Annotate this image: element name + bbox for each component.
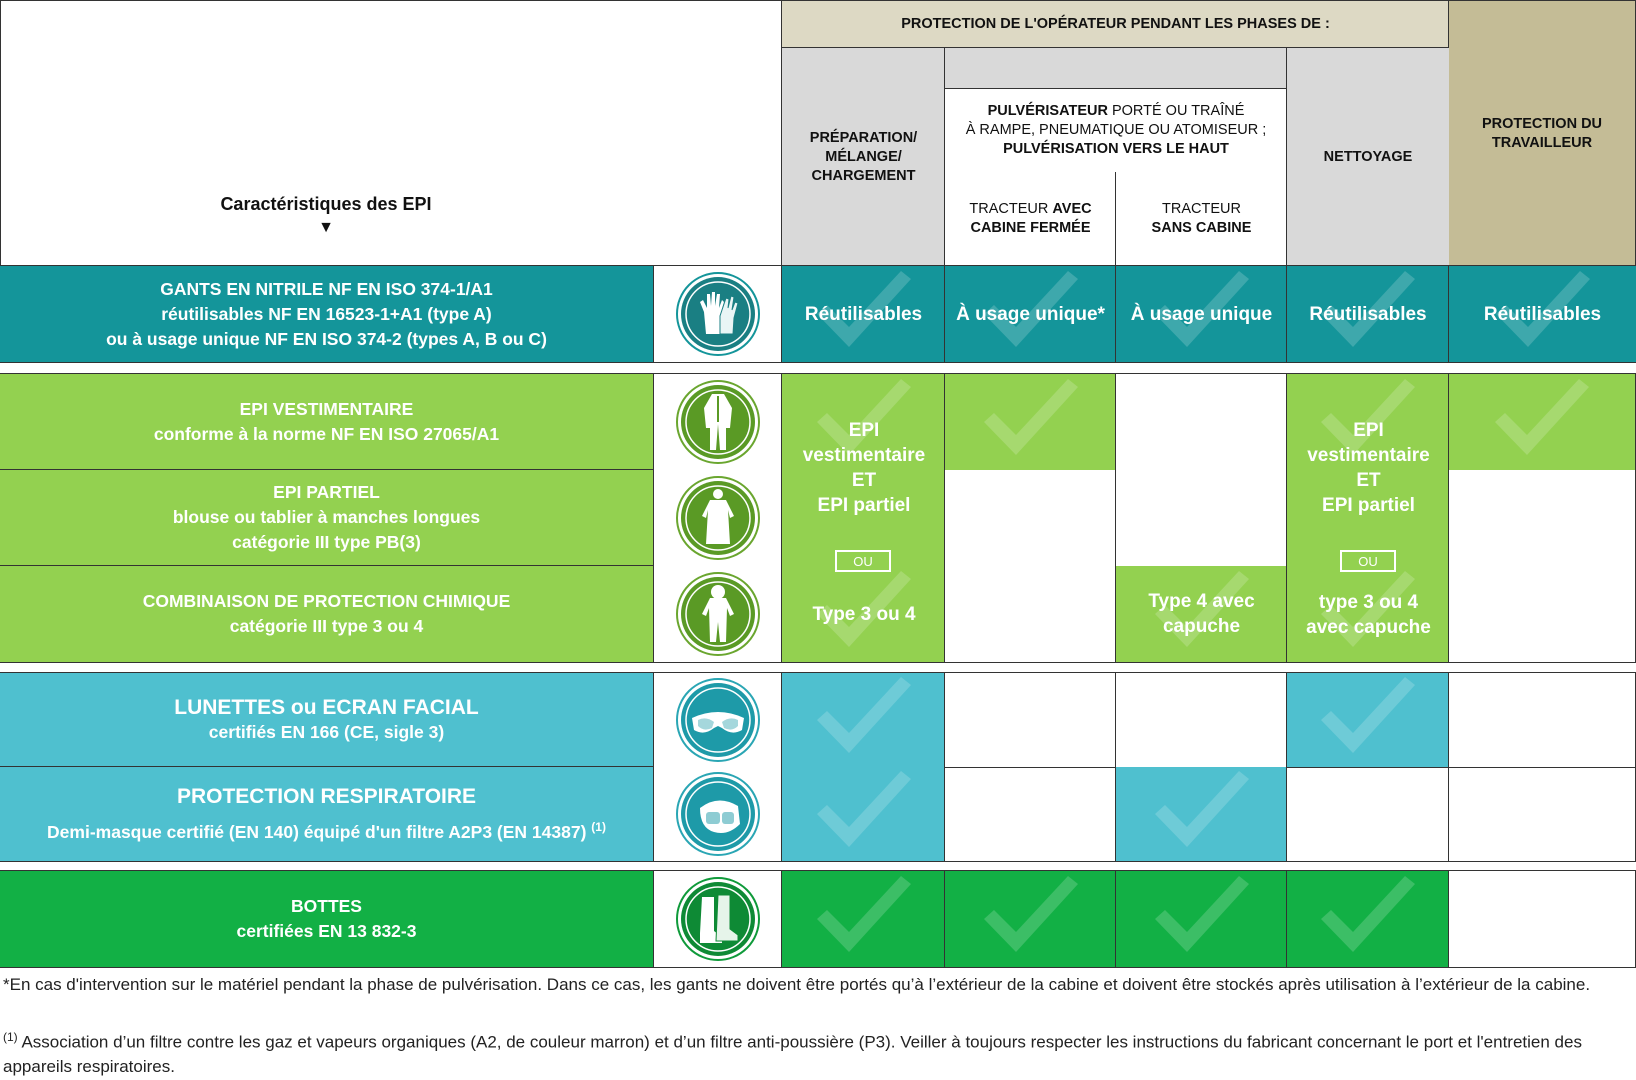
check-watermark-icon bbox=[976, 377, 1086, 467]
clothing-line2: conforme à la norme NF EN ISO 27065/A1 bbox=[153, 423, 500, 444]
partial-line3: catégorie III type PB(3) bbox=[232, 532, 421, 552]
clothing-title: EPI VESTIMENTAIRE bbox=[239, 398, 414, 419]
header-corner bbox=[0, 0, 782, 266]
chem-open-line: Type 4 avec bbox=[1148, 591, 1255, 612]
check-watermark-icon bbox=[1147, 874, 1257, 964]
preparation-header bbox=[781, 47, 945, 266]
boots-clean-cell bbox=[1286, 871, 1449, 967]
boots-open-cell bbox=[1115, 871, 1287, 967]
respiratory-prep-cell bbox=[781, 767, 945, 861]
boots-title: BOTTES bbox=[291, 896, 362, 916]
operator-phases-header: PROTECTION DE L'OPÉRATEUR PENDANT LES PHASES DE : bbox=[781, 0, 1449, 48]
check-watermark-icon bbox=[1147, 769, 1257, 859]
prep-merged-line: ET bbox=[851, 470, 877, 491]
spray-header bbox=[944, 88, 1287, 172]
prep-merged-text bbox=[782, 418, 945, 518]
gloves-clean-value: Réutilisables bbox=[1309, 303, 1427, 325]
footnote-ref: (1) bbox=[591, 819, 606, 834]
half-mask-icon bbox=[676, 772, 760, 856]
prep-header-line: PRÉPARATION/ bbox=[809, 129, 918, 146]
footnote-one bbox=[3, 1025, 1631, 1079]
worker-header-line: TRAVAILLEUR bbox=[1491, 134, 1593, 151]
respiratory-clean-cell bbox=[1286, 767, 1449, 861]
respiratory-closed-cell bbox=[944, 767, 1116, 861]
check-watermark-icon bbox=[976, 874, 1086, 964]
worker-protection-header bbox=[1448, 0, 1636, 266]
apron-icon bbox=[676, 476, 760, 560]
coverall-icon bbox=[676, 380, 760, 464]
check-watermark-icon bbox=[809, 874, 919, 964]
check-watermark-icon bbox=[809, 769, 919, 859]
footnote-one-text: Association d’un filtre contre les gaz et vapeurs organiques (A2, de couleur marron) et d’un filtre anti-poussière (P3). Veiller à toujours respecter les instructions du fabricant concernant le port et l'entretien des appareils respiratoires. bbox=[3, 1032, 1582, 1076]
partial-worker-cell bbox=[1448, 470, 1636, 567]
clothing-clean-merged bbox=[1286, 374, 1449, 662]
clothing-group bbox=[0, 373, 1636, 663]
boots-prep-cell bbox=[781, 871, 945, 967]
gloves-prep-value: Réutilisables bbox=[804, 303, 923, 325]
chemical-line2: catégorie III type 3 ou 4 bbox=[229, 616, 424, 636]
chem-clean-line: type 3 ou 4 bbox=[1318, 592, 1419, 613]
worker-header-line: PROTECTION DU bbox=[1481, 115, 1603, 132]
boots-closed-cell bbox=[944, 871, 1116, 967]
clothing-prep-merged bbox=[781, 374, 945, 662]
partial-title: EPI PARTIEL bbox=[273, 482, 380, 502]
down-arrow-icon: ▼ bbox=[318, 219, 334, 236]
chemical-closed-cell bbox=[944, 566, 1116, 662]
gloves-worker-value: Réutilisables bbox=[1483, 303, 1602, 325]
gloves-title: GANTS EN NITRILE NF EN ISO 374-1/A1 bbox=[160, 278, 493, 299]
boots-icon-cell bbox=[653, 871, 782, 967]
half-mask-icon-cell bbox=[653, 767, 782, 861]
gloves-closed-value: À usage unique* bbox=[956, 303, 1105, 325]
clothing-label bbox=[0, 374, 653, 470]
coverall-icon-cell bbox=[653, 374, 782, 471]
face-protection-group bbox=[0, 672, 1636, 862]
prep-merged-line: EPI partiel bbox=[817, 495, 911, 516]
goggles-label bbox=[0, 673, 653, 767]
boots-icon bbox=[676, 877, 760, 961]
gloves-open-cell bbox=[1115, 266, 1287, 362]
chem-clean-line: avec capuche bbox=[1306, 617, 1431, 638]
hooded-suit-icon-cell bbox=[653, 566, 782, 662]
gloves-icon bbox=[676, 272, 760, 356]
check-watermark-icon bbox=[1313, 675, 1423, 765]
or-badge: OU bbox=[1340, 550, 1396, 572]
closed-cab-line1: TRACTEUR AVEC bbox=[969, 201, 1092, 217]
cleaning-header: NETTOYAGE bbox=[1286, 47, 1449, 266]
goggles-prep-cell bbox=[781, 673, 945, 768]
open-tractor-line1: TRACTEUR bbox=[1162, 201, 1241, 217]
spray-header-line3: PULVÉRISATION VERS LE HAUT bbox=[1003, 141, 1229, 157]
gloves-clean-cell bbox=[1286, 266, 1449, 362]
respiratory-title: PROTECTION RESPIRATOIRE bbox=[176, 784, 477, 808]
chemical-title: COMBINAISON DE PROTECTION CHIMIQUE bbox=[142, 591, 511, 611]
boots-label bbox=[0, 871, 653, 967]
respiratory-worker-cell bbox=[1448, 767, 1636, 861]
prep-merged-line: vestimentaire bbox=[802, 445, 926, 466]
clothing-closed-cell bbox=[944, 374, 1116, 471]
chemical-label bbox=[0, 566, 653, 662]
clean-merged-line: EPI partiel bbox=[1322, 495, 1415, 516]
clean-merged-line: ET bbox=[1356, 470, 1381, 491]
gloves-line2: réutilisables NF EN 16523-1+A1 (type A) bbox=[161, 303, 492, 324]
closed-cab-header bbox=[944, 172, 1116, 266]
table-header bbox=[0, 0, 1636, 266]
clothing-worker-cell bbox=[1448, 374, 1636, 471]
footnote-marker: (1) bbox=[3, 1030, 18, 1044]
prep-header-line: MÉLANGE/ bbox=[825, 148, 902, 165]
boots-worker-cell bbox=[1448, 871, 1636, 967]
goggles-line2: certifiés EN 166 (CE, sigle 3) bbox=[208, 721, 445, 742]
gloves-icon-cell bbox=[653, 266, 782, 362]
partial-line2: blouse ou tablier à manches longues bbox=[172, 507, 481, 527]
partial-open-cell bbox=[1115, 470, 1287, 567]
chem-prep-value: Type 3 ou 4 bbox=[812, 604, 916, 625]
clean-merged-line: vestimentaire bbox=[1307, 445, 1430, 466]
goggles-icon bbox=[676, 678, 760, 762]
spray-header-line1: PULVÉRISATEUR PORTÉ OU TRAÎNÉ bbox=[987, 103, 1245, 119]
chemical-open-cell bbox=[1115, 566, 1287, 662]
gloves-row bbox=[0, 265, 1636, 363]
footnote-star: *En cas d'intervention sur le matériel pendant la phase de pulvérisation. Dans ce cas, les gants ne doivent être portés qu’à l’extérieur de la cabine et doivent être stockés après utilisation à l’extérieur de la cabine. bbox=[3, 975, 1591, 994]
boots-line2: certifiées EN 13 832-3 bbox=[236, 921, 417, 941]
clean-merged-line: EPI bbox=[1353, 420, 1384, 441]
gloves-label bbox=[0, 266, 653, 362]
gloves-prep-cell bbox=[781, 266, 945, 362]
closed-cab-line2: CABINE FERMÉE bbox=[970, 220, 1091, 236]
boots-row bbox=[0, 870, 1636, 968]
open-tractor-line2: SANS CABINE bbox=[1151, 220, 1252, 236]
prep-header-line: CHARGEMENT bbox=[811, 167, 916, 184]
goggles-clean-cell bbox=[1286, 673, 1449, 768]
chem-open-line: capuche bbox=[1162, 616, 1241, 637]
prep-merged-line: EPI bbox=[848, 420, 880, 441]
goggles-closed-cell bbox=[944, 673, 1116, 768]
respiratory-label bbox=[0, 767, 653, 861]
gloves-closed-cell bbox=[944, 266, 1116, 362]
gloves-open-value: À usage unique bbox=[1130, 303, 1273, 325]
check-watermark-icon bbox=[1487, 377, 1597, 467]
hooded-suit-icon bbox=[676, 572, 760, 656]
clothing-open-cell bbox=[1115, 374, 1287, 471]
respiratory-open-cell bbox=[1115, 767, 1287, 861]
goggles-worker-cell bbox=[1448, 673, 1636, 768]
chemical-worker-cell bbox=[1448, 566, 1636, 662]
goggles-open-cell bbox=[1115, 673, 1287, 768]
corner-label: Caractéristiques des EPI bbox=[220, 194, 432, 214]
clean-merged-text bbox=[1287, 418, 1449, 518]
partial-label bbox=[0, 470, 653, 566]
gloves-worker-cell bbox=[1448, 266, 1636, 362]
check-watermark-icon bbox=[809, 675, 919, 765]
open-tractor-header bbox=[1115, 172, 1287, 266]
check-watermark-icon bbox=[1313, 874, 1423, 964]
goggles-title: LUNETTES ou ECRAN FACIAL bbox=[174, 695, 479, 719]
spray-header-line2: À RAMPE, PNEUMATIQUE OU ATOMISEUR ; bbox=[965, 122, 1267, 138]
chem-clean-value bbox=[1287, 590, 1449, 640]
respiratory-line2: Demi-masque certifié (EN 140) équipé d'un filtre A2P3 (EN 14387) $^{(1)}$ bbox=[47, 819, 606, 842]
goggles-icon-cell bbox=[653, 673, 782, 768]
or-badge: OU bbox=[835, 550, 891, 572]
partial-closed-cell bbox=[944, 470, 1116, 567]
spray-header-strip bbox=[944, 47, 1287, 89]
apron-icon-cell bbox=[653, 470, 782, 567]
gloves-line3: ou à usage unique NF EN ISO 374-2 (types A, B ou C) bbox=[106, 328, 547, 349]
